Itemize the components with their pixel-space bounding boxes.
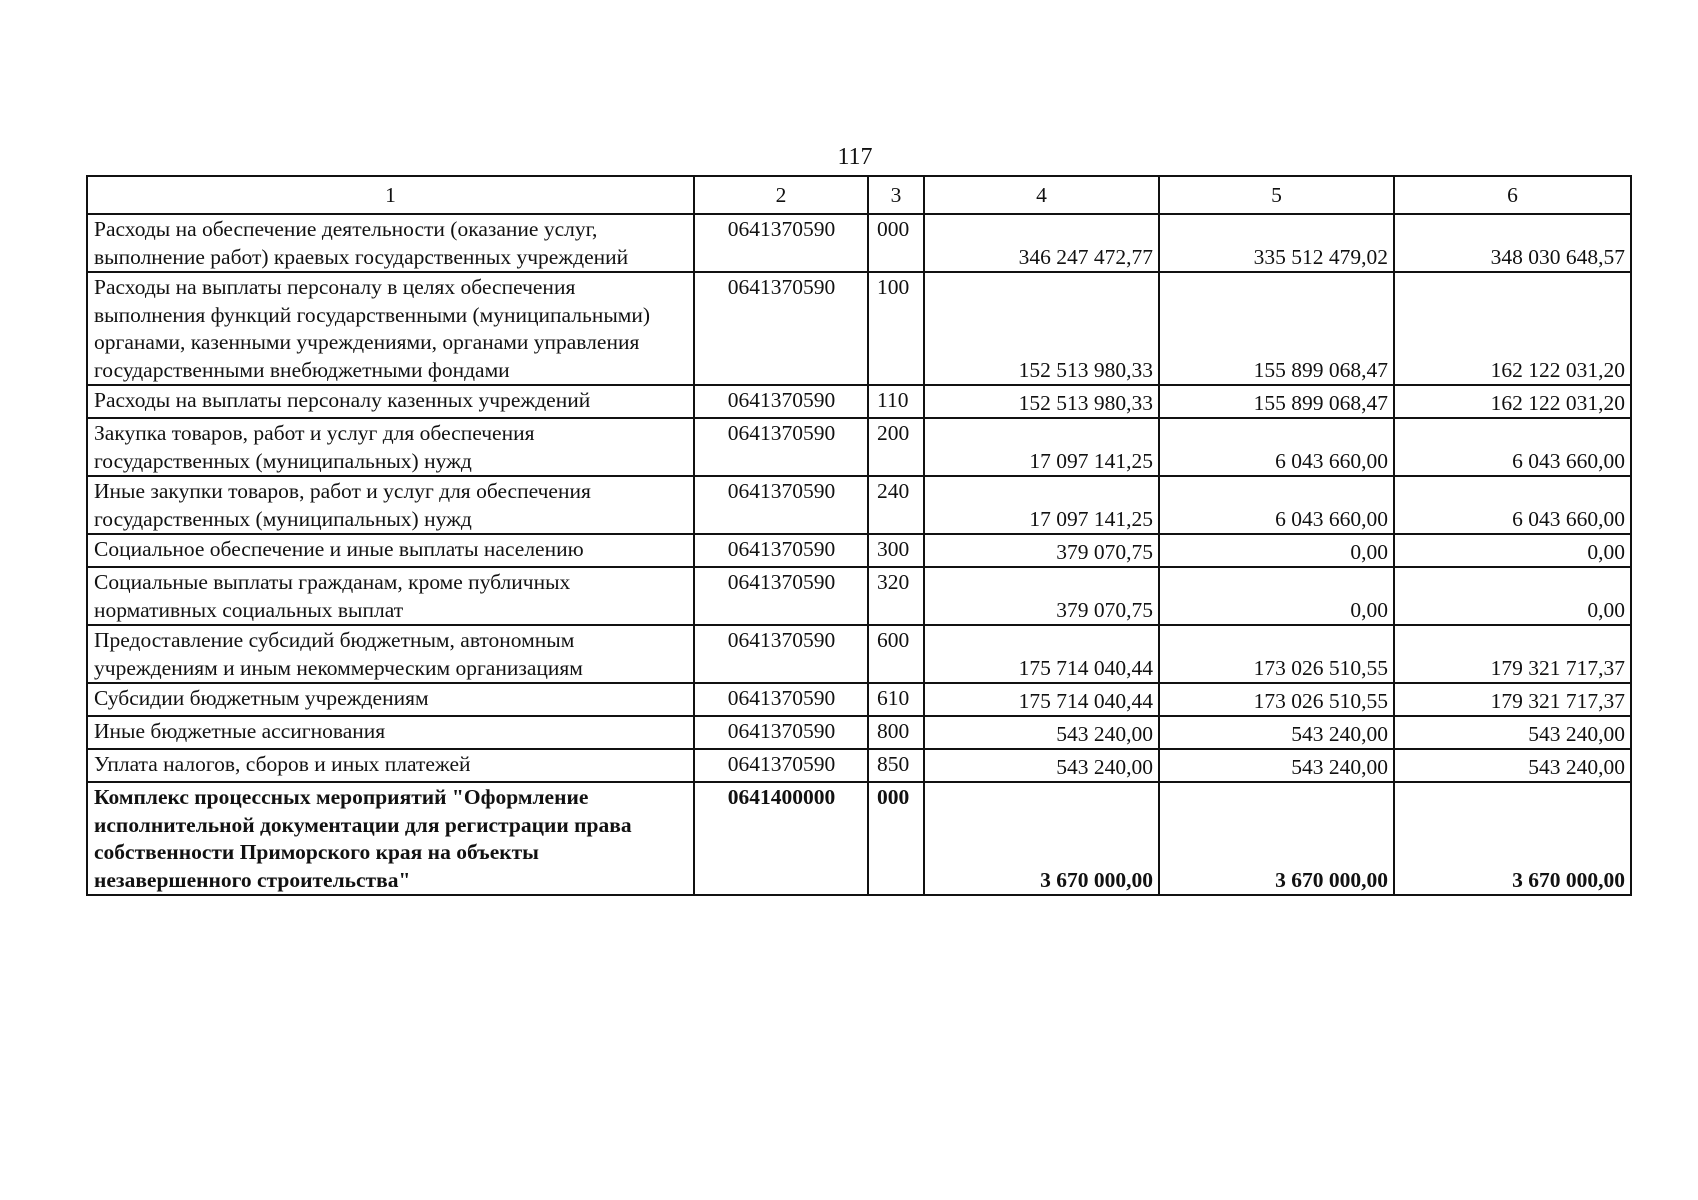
row-expense-type: 610: [868, 683, 924, 716]
row-target-code: 0641400000: [694, 782, 868, 895]
row-name: Уплата налогов, сборов и иных платежей: [87, 749, 694, 782]
row-value-col-4: 346 247 472,77: [924, 214, 1159, 272]
row-value-col-4: 175 714 040,44: [924, 683, 1159, 716]
row-value-col-5: 0,00: [1159, 534, 1394, 567]
row-value-col-6: 6 043 660,00: [1394, 418, 1631, 476]
budget-table: [86, 175, 1632, 896]
row-value-col-4: 3 670 000,00: [924, 782, 1159, 895]
row-target-code: 0641370590: [694, 567, 868, 625]
row-target-code: 0641370590: [694, 749, 868, 782]
row-expense-type: 800: [868, 716, 924, 749]
table-row: [87, 214, 1631, 272]
table-header-row: [87, 176, 1631, 214]
row-value-col-6: 543 240,00: [1394, 716, 1631, 749]
table-row: [87, 716, 1631, 749]
header-col-6: 6: [1394, 176, 1631, 214]
row-name: Расходы на обеспечение деятельности (оказание услуг, выполнение работ) краевых государственных учреждений: [87, 214, 694, 272]
row-value-col-6: 0,00: [1394, 567, 1631, 625]
table-row: [87, 476, 1631, 534]
row-value-col-4: 379 070,75: [924, 567, 1159, 625]
header-col-5: 5: [1159, 176, 1394, 214]
row-name: Социальное обеспечение и иные выплаты населению: [87, 534, 694, 567]
row-value-col-6: 0,00: [1394, 534, 1631, 567]
table-row: [87, 749, 1631, 782]
row-value-col-5: 3 670 000,00: [1159, 782, 1394, 895]
header-col-2: 2: [694, 176, 868, 214]
table-row: [87, 534, 1631, 567]
row-value-col-5: 155 899 068,47: [1159, 385, 1394, 418]
row-value-col-6: 179 321 717,37: [1394, 683, 1631, 716]
row-name: Расходы на выплаты персоналу в целях обеспечения выполнения функций государственными (муниципальными) органами, казенными учреждениями, органами управления государственными внебюджетными фондами: [87, 272, 694, 385]
row-target-code: 0641370590: [694, 625, 868, 683]
row-name: Иные закупки товаров, работ и услуг для обеспечения государственных (муниципальных) нужд: [87, 476, 694, 534]
row-name: Иные бюджетные ассигнования: [87, 716, 694, 749]
row-name: Расходы на выплаты персоналу казенных учреждений: [87, 385, 694, 418]
row-value-col-5: 543 240,00: [1159, 716, 1394, 749]
row-value-col-4: 17 097 141,25: [924, 476, 1159, 534]
row-target-code: 0641370590: [694, 418, 868, 476]
row-target-code: 0641370590: [694, 476, 868, 534]
row-value-col-5: 173 026 510,55: [1159, 625, 1394, 683]
row-value-col-5: 335 512 479,02: [1159, 214, 1394, 272]
row-value-col-4: 152 513 980,33: [924, 272, 1159, 385]
row-expense-type: 200: [868, 418, 924, 476]
row-target-code: 0641370590: [694, 214, 868, 272]
table-row: [87, 683, 1631, 716]
row-expense-type: 110: [868, 385, 924, 418]
row-value-col-5: 0,00: [1159, 567, 1394, 625]
row-target-code: 0641370590: [694, 683, 868, 716]
row-target-code: 0641370590: [694, 716, 868, 749]
row-value-col-6: 6 043 660,00: [1394, 476, 1631, 534]
row-expense-type: 850: [868, 749, 924, 782]
row-expense-type: 100: [868, 272, 924, 385]
table-row: [87, 272, 1631, 385]
header-col-4: 4: [924, 176, 1159, 214]
row-value-col-5: 6 043 660,00: [1159, 476, 1394, 534]
row-name: Предоставление субсидий бюджетным, автономным учреждениям и иным некоммерческим организациям: [87, 625, 694, 683]
row-value-col-6: 179 321 717,37: [1394, 625, 1631, 683]
table-row-total: [87, 782, 1631, 895]
row-value-col-4: 175 714 040,44: [924, 625, 1159, 683]
row-target-code: 0641370590: [694, 272, 868, 385]
row-value-col-5: 6 043 660,00: [1159, 418, 1394, 476]
row-value-col-5: 543 240,00: [1159, 749, 1394, 782]
page-number: 117: [837, 144, 873, 170]
row-value-col-6: 162 122 031,20: [1394, 272, 1631, 385]
row-target-code: 0641370590: [694, 534, 868, 567]
row-value-col-6: 3 670 000,00: [1394, 782, 1631, 895]
row-value-col-6: 543 240,00: [1394, 749, 1631, 782]
row-expense-type: 300: [868, 534, 924, 567]
row-value-col-4: 543 240,00: [924, 716, 1159, 749]
row-expense-type: 000: [868, 214, 924, 272]
row-value-col-4: 152 513 980,33: [924, 385, 1159, 418]
row-value-col-4: 379 070,75: [924, 534, 1159, 567]
row-target-code: 0641370590: [694, 385, 868, 418]
row-expense-type: 240: [868, 476, 924, 534]
row-name: Социальные выплаты гражданам, кроме публичных нормативных социальных выплат: [87, 567, 694, 625]
row-value-col-5: 173 026 510,55: [1159, 683, 1394, 716]
table-row: [87, 385, 1631, 418]
table-row: [87, 625, 1631, 683]
row-value-col-6: 162 122 031,20: [1394, 385, 1631, 418]
row-value-col-4: 543 240,00: [924, 749, 1159, 782]
row-value-col-6: 348 030 648,57: [1394, 214, 1631, 272]
header-col-1: 1: [87, 176, 694, 214]
row-value-col-5: 155 899 068,47: [1159, 272, 1394, 385]
row-name: Закупка товаров, работ и услуг для обеспечения государственных (муниципальных) нужд: [87, 418, 694, 476]
header-col-3: 3: [868, 176, 924, 214]
row-name: Субсидии бюджетным учреждениям: [87, 683, 694, 716]
table-row: [87, 567, 1631, 625]
table-row: [87, 418, 1631, 476]
row-expense-type: 600: [868, 625, 924, 683]
row-name: Комплекс процессных мероприятий "Оформление исполнительной документации для регистрации права собственности Приморского края на объекты незавершенного строительства": [87, 782, 694, 895]
row-expense-type: 320: [868, 567, 924, 625]
row-value-col-4: 17 097 141,25: [924, 418, 1159, 476]
row-expense-type: 000: [868, 782, 924, 895]
